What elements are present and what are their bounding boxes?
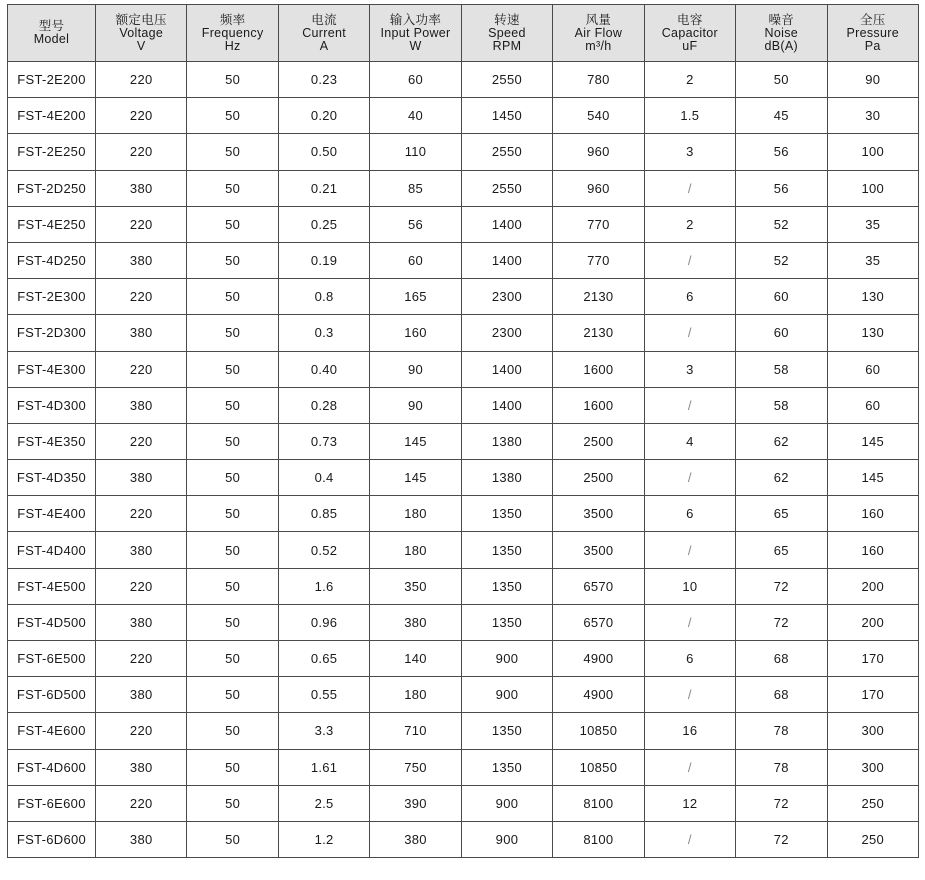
- cell-speed: 1350: [461, 604, 552, 640]
- cell-pressure: 145: [827, 423, 919, 459]
- cell-noise: 72: [736, 821, 827, 857]
- table-row: [8, 98, 919, 134]
- cell-air-flow: 770: [553, 242, 644, 278]
- cell-air-flow: 6570: [553, 604, 644, 640]
- cell-capacitor: /: [644, 749, 735, 785]
- cell-frequency: 50: [187, 604, 278, 640]
- cell-frequency: 50: [187, 532, 278, 568]
- table-row: [8, 713, 919, 749]
- column-header-en: Current: [302, 25, 346, 40]
- cell-voltage: 220: [96, 134, 187, 170]
- cell-air-flow: 1600: [553, 351, 644, 387]
- cell-air-flow: 2130: [553, 279, 644, 315]
- cell-frequency: 50: [187, 677, 278, 713]
- cell-current: 0.4: [278, 460, 369, 496]
- cell-voltage: 380: [96, 315, 187, 351]
- column-header-en: Frequency: [201, 25, 264, 40]
- cell-current: 0.96: [278, 604, 369, 640]
- cell-voltage: 380: [96, 170, 187, 206]
- cell-pressure: 100: [827, 170, 919, 206]
- cell-frequency: 50: [187, 387, 278, 423]
- cell-pressure: 130: [827, 315, 919, 351]
- cell-speed: 900: [461, 641, 552, 677]
- cell-model: FST-4D600: [8, 749, 96, 785]
- cell-capacitor: /: [644, 242, 735, 278]
- cell-frequency: 50: [187, 315, 278, 351]
- cell-noise: 45: [736, 98, 827, 134]
- cell-input-power: 145: [370, 460, 461, 496]
- cell-pressure: 300: [827, 713, 919, 749]
- cell-noise: 62: [736, 460, 827, 496]
- cell-current: 2.5: [278, 785, 369, 821]
- table-row: [8, 279, 919, 315]
- column-header-zh: 风量: [585, 12, 612, 27]
- cell-capacitor: /: [644, 821, 735, 857]
- table-row: [8, 568, 919, 604]
- cell-voltage: 380: [96, 242, 187, 278]
- table-row: [8, 677, 919, 713]
- cell-frequency: 50: [187, 206, 278, 242]
- cell-input-power: 350: [370, 568, 461, 604]
- column-header-voltage: [96, 5, 187, 62]
- cell-noise: 78: [736, 749, 827, 785]
- cell-pressure: 100: [827, 134, 919, 170]
- table-row: [8, 315, 919, 351]
- table-row: [8, 641, 919, 677]
- cell-air-flow: 770: [553, 206, 644, 242]
- cell-noise: 58: [736, 351, 827, 387]
- cell-noise: 56: [736, 134, 827, 170]
- cell-frequency: 50: [187, 749, 278, 785]
- cell-noise: 50: [736, 62, 827, 98]
- cell-frequency: 50: [187, 713, 278, 749]
- cell-noise: 56: [736, 170, 827, 206]
- cell-model: FST-6E600: [8, 785, 96, 821]
- cell-air-flow: 2500: [553, 423, 644, 459]
- cell-noise: 65: [736, 496, 827, 532]
- cell-capacitor: 16: [644, 713, 735, 749]
- cell-speed: 1350: [461, 496, 552, 532]
- cell-model: FST-6E500: [8, 641, 96, 677]
- column-header-model: [8, 5, 96, 62]
- cell-noise: 72: [736, 568, 827, 604]
- cell-model: FST-2E250: [8, 134, 96, 170]
- table-row: [8, 206, 919, 242]
- cell-air-flow: 10850: [553, 713, 644, 749]
- table-row: [8, 749, 919, 785]
- column-header-unit: A: [319, 38, 329, 53]
- cell-capacitor: 10: [644, 568, 735, 604]
- column-header-unit: dB(A): [764, 38, 798, 53]
- cell-voltage: 220: [96, 713, 187, 749]
- cell-speed: 2550: [461, 134, 552, 170]
- cell-voltage: 220: [96, 496, 187, 532]
- cell-voltage: 220: [96, 641, 187, 677]
- cell-pressure: 35: [827, 206, 919, 242]
- cell-model: FST-4D400: [8, 532, 96, 568]
- cell-input-power: 140: [370, 641, 461, 677]
- cell-voltage: 220: [96, 62, 187, 98]
- cell-speed: 2300: [461, 279, 552, 315]
- cell-input-power: 380: [370, 821, 461, 857]
- cell-current: 0.23: [278, 62, 369, 98]
- cell-capacitor: 12: [644, 785, 735, 821]
- cell-frequency: 50: [187, 641, 278, 677]
- cell-speed: 2550: [461, 170, 552, 206]
- cell-speed: 1400: [461, 242, 552, 278]
- cell-model: FST-4E500: [8, 568, 96, 604]
- cell-pressure: 160: [827, 496, 919, 532]
- cell-voltage: 220: [96, 98, 187, 134]
- cell-input-power: 380: [370, 604, 461, 640]
- cell-pressure: 130: [827, 279, 919, 315]
- cell-capacitor: /: [644, 604, 735, 640]
- cell-speed: 1400: [461, 206, 552, 242]
- table-row: [8, 170, 919, 206]
- column-header-zh: 型号: [38, 19, 65, 33]
- column-header-speed: [461, 5, 552, 62]
- cell-capacitor: /: [644, 170, 735, 206]
- cell-capacitor: /: [644, 532, 735, 568]
- column-header-en: Voltage: [119, 25, 164, 40]
- cell-air-flow: 4900: [553, 641, 644, 677]
- cell-voltage: 220: [96, 423, 187, 459]
- cell-model: FST-4E400: [8, 496, 96, 532]
- cell-voltage: 380: [96, 821, 187, 857]
- cell-model: FST-4E350: [8, 423, 96, 459]
- cell-air-flow: 6570: [553, 568, 644, 604]
- cell-frequency: 50: [187, 496, 278, 532]
- cell-model: FST-4E600: [8, 713, 96, 749]
- column-header-air-flow: [553, 5, 644, 62]
- table-row: [8, 351, 919, 387]
- cell-input-power: 750: [370, 749, 461, 785]
- column-header-zh: 电容: [677, 12, 703, 27]
- cell-current: 0.52: [278, 532, 369, 568]
- cell-current: 1.6: [278, 568, 369, 604]
- column-header-zh: 额定电压: [115, 12, 167, 27]
- column-header-zh: 全压: [859, 12, 886, 27]
- cell-pressure: 200: [827, 568, 919, 604]
- cell-air-flow: 3500: [553, 496, 644, 532]
- cell-speed: 1380: [461, 423, 552, 459]
- cell-input-power: 180: [370, 677, 461, 713]
- cell-capacitor: 3: [644, 351, 735, 387]
- cell-speed: 1350: [461, 749, 552, 785]
- cell-frequency: 50: [187, 568, 278, 604]
- cell-model: FST-2D300: [8, 315, 96, 351]
- table-body: [8, 62, 919, 858]
- table-row: [8, 604, 919, 640]
- cell-voltage: 220: [96, 351, 187, 387]
- table-row: [8, 423, 919, 459]
- cell-noise: 68: [736, 677, 827, 713]
- cell-model: FST-4E300: [8, 351, 96, 387]
- table-row: [8, 242, 919, 278]
- cell-frequency: 50: [187, 134, 278, 170]
- cell-frequency: 50: [187, 821, 278, 857]
- cell-input-power: 710: [370, 713, 461, 749]
- fan-spec-table: [7, 4, 919, 858]
- cell-input-power: 180: [370, 496, 461, 532]
- column-header-pressure: [827, 5, 919, 62]
- cell-input-power: 145: [370, 423, 461, 459]
- column-header-unit: uF: [682, 38, 698, 53]
- cell-noise: 58: [736, 387, 827, 423]
- cell-speed: 2550: [461, 62, 552, 98]
- cell-noise: 65: [736, 532, 827, 568]
- cell-air-flow: 2130: [553, 315, 644, 351]
- cell-model: FST-2E200: [8, 62, 96, 98]
- cell-frequency: 50: [187, 242, 278, 278]
- cell-capacitor: 6: [644, 496, 735, 532]
- cell-current: 0.85: [278, 496, 369, 532]
- cell-capacitor: 4: [644, 423, 735, 459]
- cell-capacitor: 1.5: [644, 98, 735, 134]
- cell-frequency: 50: [187, 351, 278, 387]
- table-row: [8, 785, 919, 821]
- cell-pressure: 250: [827, 821, 919, 857]
- cell-model: FST-4E250: [8, 206, 96, 242]
- cell-speed: 2300: [461, 315, 552, 351]
- column-header-frequency: [187, 5, 278, 62]
- column-header-zh: 噪音: [768, 12, 795, 27]
- cell-model: FST-4D250: [8, 242, 96, 278]
- cell-air-flow: 960: [553, 170, 644, 206]
- cell-model: FST-4D350: [8, 460, 96, 496]
- column-header-zh: 输入功率: [389, 12, 442, 27]
- cell-pressure: 250: [827, 785, 919, 821]
- cell-pressure: 300: [827, 749, 919, 785]
- cell-speed: 1380: [461, 460, 552, 496]
- cell-frequency: 50: [187, 170, 278, 206]
- cell-noise: 72: [736, 785, 827, 821]
- cell-voltage: 380: [96, 604, 187, 640]
- cell-model: FST-4D300: [8, 387, 96, 423]
- cell-current: 1.2: [278, 821, 369, 857]
- cell-capacitor: 6: [644, 279, 735, 315]
- column-header-noise: [736, 5, 827, 62]
- cell-voltage: 220: [96, 206, 187, 242]
- cell-current: 0.20: [278, 98, 369, 134]
- cell-air-flow: 780: [553, 62, 644, 98]
- cell-speed: 1350: [461, 532, 552, 568]
- cell-capacitor: 3: [644, 134, 735, 170]
- column-header-zh: 频率: [219, 12, 246, 27]
- cell-voltage: 220: [96, 568, 187, 604]
- column-header-zh: 电流: [311, 12, 337, 27]
- cell-frequency: 50: [187, 785, 278, 821]
- cell-input-power: 160: [370, 315, 461, 351]
- column-header-unit: m³/h: [585, 38, 612, 53]
- table-header: [8, 5, 919, 62]
- cell-noise: 52: [736, 206, 827, 242]
- cell-input-power: 390: [370, 785, 461, 821]
- column-header-unit: Hz: [224, 38, 241, 53]
- column-header-capacitor: [644, 5, 735, 62]
- cell-air-flow: 2500: [553, 460, 644, 496]
- cell-frequency: 50: [187, 98, 278, 134]
- cell-speed: 900: [461, 785, 552, 821]
- table-row: [8, 62, 919, 98]
- cell-input-power: 60: [370, 242, 461, 278]
- cell-voltage: 380: [96, 749, 187, 785]
- table-row: [8, 134, 919, 170]
- header-row: [8, 5, 919, 62]
- cell-speed: 900: [461, 821, 552, 857]
- cell-voltage: 380: [96, 387, 187, 423]
- cell-input-power: 90: [370, 387, 461, 423]
- cell-model: FST-6D500: [8, 677, 96, 713]
- cell-pressure: 160: [827, 532, 919, 568]
- cell-input-power: 180: [370, 532, 461, 568]
- cell-pressure: 145: [827, 460, 919, 496]
- cell-noise: 78: [736, 713, 827, 749]
- cell-model: FST-4D500: [8, 604, 96, 640]
- cell-input-power: 110: [370, 134, 461, 170]
- cell-current: 0.21: [278, 170, 369, 206]
- cell-current: 0.28: [278, 387, 369, 423]
- cell-current: 0.65: [278, 641, 369, 677]
- table-row: [8, 532, 919, 568]
- cell-model: FST-2E300: [8, 279, 96, 315]
- cell-model: FST-6D600: [8, 821, 96, 857]
- table-row: [8, 460, 919, 496]
- cell-air-flow: 960: [553, 134, 644, 170]
- cell-current: 3.3: [278, 713, 369, 749]
- cell-capacitor: /: [644, 677, 735, 713]
- cell-noise: 52: [736, 242, 827, 278]
- cell-pressure: 200: [827, 604, 919, 640]
- column-header-en: Capacitor: [661, 25, 718, 40]
- cell-pressure: 60: [827, 351, 919, 387]
- cell-input-power: 85: [370, 170, 461, 206]
- cell-speed: 900: [461, 677, 552, 713]
- column-header-unit: RPM: [492, 38, 522, 53]
- cell-air-flow: 8100: [553, 785, 644, 821]
- cell-capacitor: 2: [644, 62, 735, 98]
- cell-current: 0.3: [278, 315, 369, 351]
- column-header-unit: Pa: [864, 38, 881, 53]
- cell-speed: 1350: [461, 713, 552, 749]
- table-row: [8, 496, 919, 532]
- cell-speed: 1350: [461, 568, 552, 604]
- cell-pressure: 35: [827, 242, 919, 278]
- cell-air-flow: 8100: [553, 821, 644, 857]
- cell-noise: 62: [736, 423, 827, 459]
- column-header-zh: 转速: [494, 12, 520, 27]
- table-row: [8, 387, 919, 423]
- cell-input-power: 90: [370, 351, 461, 387]
- cell-noise: 60: [736, 315, 827, 351]
- cell-current: 0.50: [278, 134, 369, 170]
- column-header-en: Pressure: [846, 25, 899, 40]
- cell-current: 0.25: [278, 206, 369, 242]
- cell-capacitor: /: [644, 387, 735, 423]
- cell-capacitor: 6: [644, 641, 735, 677]
- column-header-en: Air Flow: [574, 25, 623, 40]
- column-header-en: Speed: [488, 25, 526, 40]
- cell-noise: 60: [736, 279, 827, 315]
- column-header-current: [278, 5, 369, 62]
- column-header-en: Input Power: [380, 25, 451, 40]
- cell-voltage: 220: [96, 279, 187, 315]
- cell-speed: 1400: [461, 387, 552, 423]
- cell-capacitor: 2: [644, 206, 735, 242]
- cell-noise: 68: [736, 641, 827, 677]
- cell-current: 0.19: [278, 242, 369, 278]
- cell-speed: 1450: [461, 98, 552, 134]
- cell-current: 0.8: [278, 279, 369, 315]
- cell-capacitor: /: [644, 460, 735, 496]
- cell-noise: 72: [736, 604, 827, 640]
- cell-model: FST-2D250: [8, 170, 96, 206]
- cell-frequency: 50: [187, 62, 278, 98]
- cell-current: 0.73: [278, 423, 369, 459]
- cell-frequency: 50: [187, 423, 278, 459]
- cell-pressure: 30: [827, 98, 919, 134]
- cell-capacitor: /: [644, 315, 735, 351]
- column-header-unit: W: [409, 38, 422, 53]
- cell-pressure: 60: [827, 387, 919, 423]
- column-header-en: Noise: [764, 25, 799, 40]
- cell-input-power: 165: [370, 279, 461, 315]
- cell-air-flow: 1600: [553, 387, 644, 423]
- cell-air-flow: 4900: [553, 677, 644, 713]
- cell-voltage: 380: [96, 460, 187, 496]
- column-header-unit: V: [136, 38, 146, 53]
- cell-voltage: 380: [96, 532, 187, 568]
- column-header-input-power: [370, 5, 461, 62]
- cell-model: FST-4E200: [8, 98, 96, 134]
- cell-frequency: 50: [187, 460, 278, 496]
- column-header-en: Model: [33, 32, 70, 46]
- cell-pressure: 90: [827, 62, 919, 98]
- cell-air-flow: 10850: [553, 749, 644, 785]
- cell-voltage: 380: [96, 677, 187, 713]
- cell-air-flow: 3500: [553, 532, 644, 568]
- table-row: [8, 821, 919, 857]
- cell-frequency: 50: [187, 279, 278, 315]
- cell-input-power: 40: [370, 98, 461, 134]
- cell-input-power: 56: [370, 206, 461, 242]
- cell-pressure: 170: [827, 641, 919, 677]
- cell-current: 0.55: [278, 677, 369, 713]
- cell-pressure: 170: [827, 677, 919, 713]
- cell-voltage: 220: [96, 785, 187, 821]
- cell-speed: 1400: [461, 351, 552, 387]
- cell-air-flow: 540: [553, 98, 644, 134]
- cell-current: 1.61: [278, 749, 369, 785]
- cell-current: 0.40: [278, 351, 369, 387]
- cell-input-power: 60: [370, 62, 461, 98]
